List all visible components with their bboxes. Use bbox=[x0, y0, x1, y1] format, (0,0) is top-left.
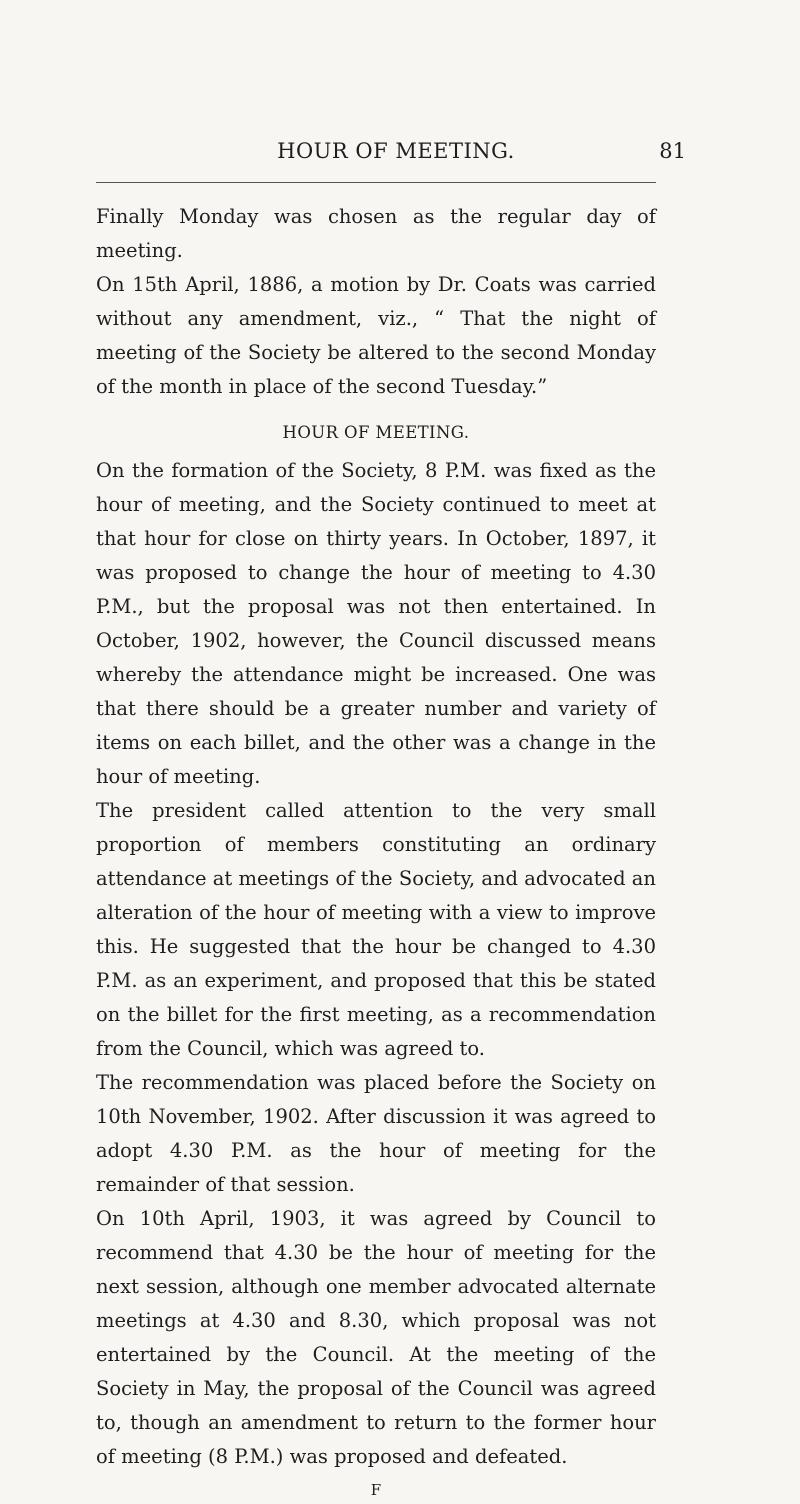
body-text bbox=[96, 200, 656, 1504]
paragraph: On 15th April, 1886, a motion by Dr. Coats was carried without any amendment, viz., “ That the night of meeting of the Society be altered to the second Monday of the month in place of the second Tuesday.” bbox=[96, 273, 656, 398]
running-title: HOUR OF MEETING. bbox=[277, 139, 515, 163]
paragraph: The recommendation was placed before the Society on 10th November, 1902. After discussion it was agreed to adopt 4.30 P.M. as the hour of meeting for the remainder of that session. bbox=[96, 1071, 656, 1196]
paragraph: On the formation of the Society, 8 P.M. was fixed as the hour of meeting, and the Society continued to meet at that hour for close on thirty years. In October, 1897, it was proposed to change the hour of meeting to 4.30 P.M., but the proposal was not then entertained. In October, 1902, however, the Council discussed means whereby the attendance might be increased. One was that there should be a greater number and variety of items on each billet, and the other was a change in the hour of meeting. bbox=[96, 459, 656, 788]
section-heading: HOUR OF MEETING. bbox=[282, 423, 470, 442]
paragraph: On 10th April, 1903, it was agreed by Council to recommend that 4.30 be the hour of meeting for the next session, although one member advocated alternate meetings at 4.30 and 8.30, which proposal was not entertained by the Council. At the meeting of the Society in May, the proposal of the Council was agreed to, though an amendment to return to the former hour of meeting (8 P.M.) was proposed and defeated. bbox=[96, 1207, 656, 1468]
paragraph: Finally Monday was chosen as the regular day of meeting. bbox=[96, 205, 656, 262]
signature-mark: F bbox=[370, 1481, 382, 1499]
running-header bbox=[96, 139, 696, 173]
page-number: 81 bbox=[659, 139, 686, 163]
header-rule bbox=[96, 182, 656, 183]
paragraph: The president called attention to the very small proportion of members constituting an ordinary attendance at meetings of the Society, and advocated an alteration of the hour of meeting with a view to improve this. He suggested that the hour be changed to 4.30 P.M. as an experiment, and proposed that this be stated on the billet for the first meeting, as a recommendation from the Council, which was agreed to. bbox=[96, 799, 656, 1060]
